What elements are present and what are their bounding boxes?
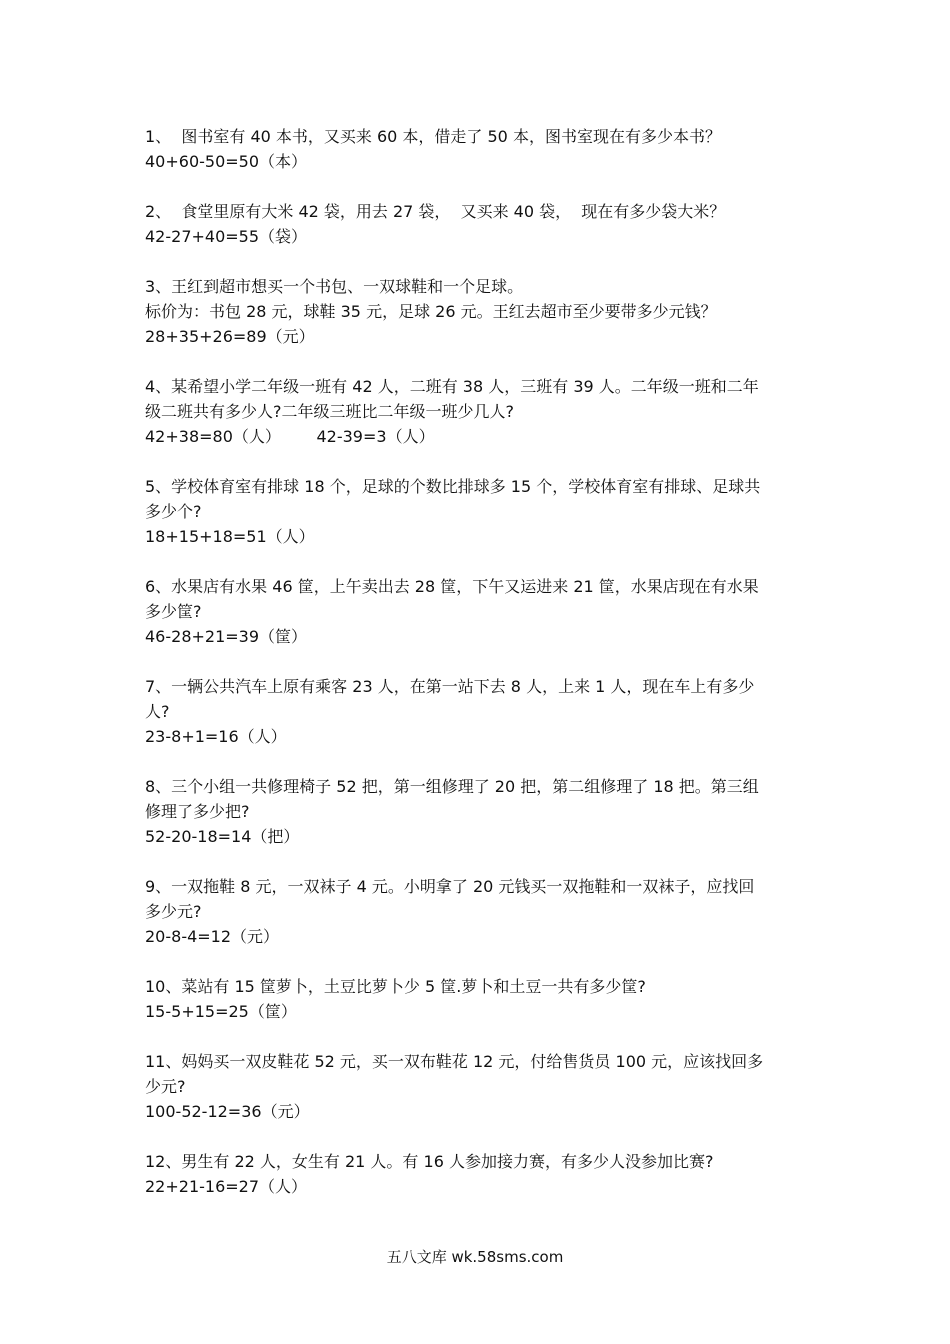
problem-answer: 23-8+1=16（人）	[145, 727, 287, 746]
problem-item	[145, 274, 810, 349]
problem-answer: 28+35+26=89（元）	[145, 327, 315, 346]
problem-answer: 18+15+18=51（人）	[145, 527, 315, 546]
problem-question: 7、一辆公共汽车上原有乘客 23 人，在第一站下去 8 人，上来 1 人，现在车上有多少 人?	[145, 677, 755, 721]
problem-question: 4、某希望小学二年级一班有 42 人，二班有 38 人，三班有 39 人。二年级一班和二年 级二班共有多少人?二年级三班比二年级一班少几人?	[145, 377, 759, 421]
problem-item	[145, 774, 810, 849]
problem-answer: 52-20-18=14（把）	[145, 827, 300, 846]
problem-item	[145, 874, 810, 949]
problem-question: 8、三个小组一共修理椅子 52 把，第一组修理了 20 把，第二组修理了 18 把。第三组 修理了多少把?	[145, 777, 759, 821]
problem-item	[145, 574, 810, 649]
problem-item	[145, 1149, 810, 1199]
problem-question: 9、一双拖鞋 8 元，一双袜子 4 元。小明拿了 20 元钱买一双拖鞋和一双袜子，应找回 多少元?	[145, 877, 755, 921]
problem-answer: 22+21-16=27（人）	[145, 1177, 308, 1196]
problem-item	[145, 199, 810, 249]
problem-item	[145, 674, 810, 749]
problem-question: 10、菜站有 15 筐萝卜，土豆比萝卜少 5 筐.萝卜和土豆一共有多少筐?	[145, 977, 646, 996]
page-footer-source: 五八文库 wk.58sms.com	[386, 1248, 564, 1266]
problem-question: 6、水果店有水果 46 筐，上午卖出去 28 筐，下午又运进来 21 筐，水果店现在有水果 多少筐?	[145, 577, 759, 621]
problem-answer: 46-28+21=39（筐）	[145, 627, 308, 646]
problem-answer: 42+38=80（人） 42-39=3（人）	[145, 427, 435, 446]
problem-answer: 42-27+40=55（袋）	[145, 227, 308, 246]
problem-question: 2、 食堂里原有大米 42 袋，用去 27 袋， 又买来 40 袋， 现在有多少袋大米？	[145, 202, 726, 221]
problem-question: 11、妈妈买一双皮鞋花 52 元，买一双布鞋花 12 元，付给售货员 100 元，应该找回多 少元?	[145, 1052, 764, 1096]
problem-question: 12、男生有 22 人，女生有 21 人。有 16 人参加接力赛，有多少人没参加比赛?	[145, 1152, 714, 1171]
problem-question: 5、学校体育室有排球 18 个，足球的个数比排球多 15 个，学校体育室有排球、足球共 多少个?	[145, 477, 761, 521]
problem-item	[145, 974, 810, 1024]
problem-question: 1、 图书室有 40 本书，又买来 60 本，借走了 50 本，图书室现在有多少本书？	[145, 127, 721, 146]
problem-answer: 40+60-50=50（本）	[145, 152, 308, 171]
problem-item	[145, 374, 810, 449]
problem-answer: 15-5+15=25（筐）	[145, 1002, 297, 1021]
problem-answer: 20-8-4=12（元）	[145, 927, 280, 946]
problem-item	[145, 124, 810, 174]
problem-item	[145, 474, 810, 549]
problem-question: 3、王红到超市想买一个书包、一双球鞋和一个足球。 标价为：书包 28 元，球鞋 35 元，足球 26 元。王红去超市至少要带多少元钱？	[145, 277, 717, 321]
problem-answer: 100-52-12=36（元）	[145, 1102, 310, 1121]
problem-item	[145, 1049, 810, 1124]
problem-list	[145, 124, 810, 1224]
